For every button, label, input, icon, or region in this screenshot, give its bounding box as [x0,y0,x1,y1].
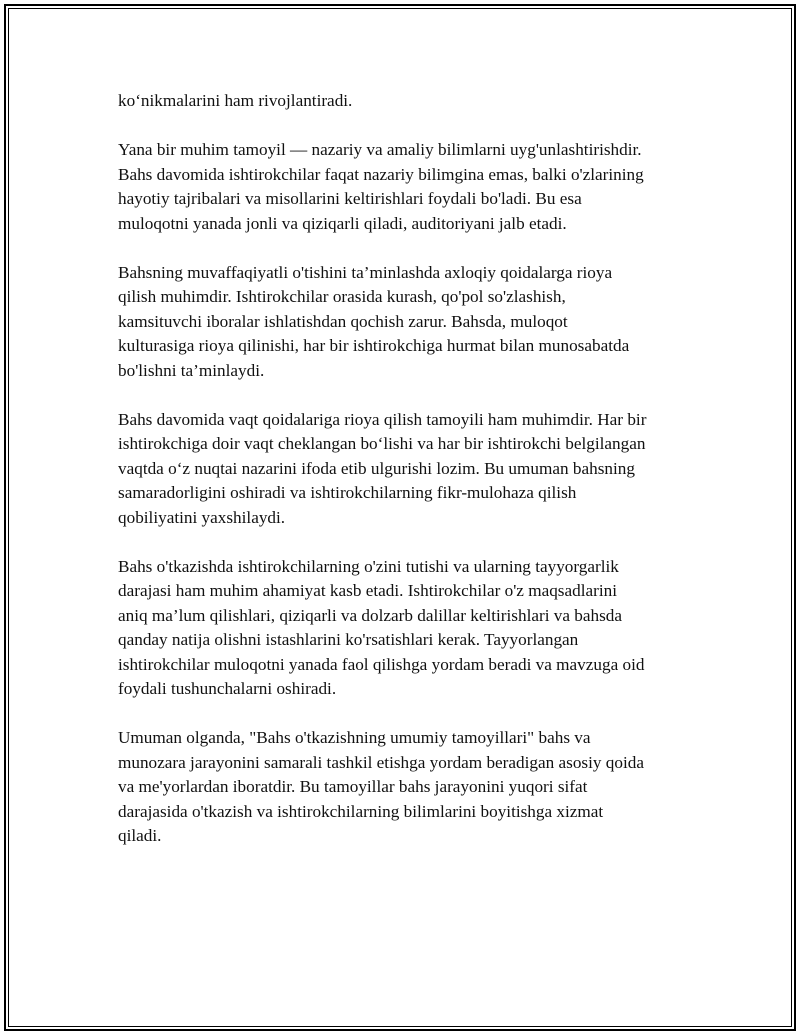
text-line: Bahsning muvaffaqiyatli o'tishini ta’minlashda axloqiy qoidalarga rioya [118,262,613,282]
text-line: Bahs davomida ishtirokchilar faqat nazariy bilimgina emas, balki o'zlarining [118,164,644,184]
text-line: ko‘nikmalarini ham rivojlantiradi. [118,91,353,110]
paragraph-ethics [118,261,688,384]
paragraph-theory-practice [118,138,688,236]
text-line: aniq ma’lum qilishlari, qiziqarli va dolzarb dalillar keltirishlari va bahsda [118,605,623,625]
text-line: hayotiy tajribalari va misollarini keltirishlari foydali bo'ladi. Bu esa [118,189,582,208]
text-line: qilish muhimdir. Ishtirokchilar orasida kurash, qo'pol so'zlashish, [118,287,566,306]
text-line: munozara jarayonini samarali tashkil etishga yordam beradigan asosiy qoida [118,752,644,772]
text-line: Yana bir muhim tamoyil — nazariy va amaliy bilimlarni uyg'unlashtirishdir. [118,140,642,159]
text-line: ishtirokchilar muloqotni yanada faol qilishga yordam beradi va mavzuga oid [118,654,645,674]
paragraph-preparation [118,555,688,702]
text-line: foydali tushunchalarni oshiradi. [118,679,337,698]
text-line: qanday natija olishni istashlarini ko'rsatishlari kerak. Tayyorlangan [118,630,579,649]
text-line: qiladi. [118,826,162,845]
text-line: Bahs o'tkazishda ishtirokchilarning o'zini tutishi va ularning tayyorgarlik [118,556,619,576]
text-line: Bahs davomida vaqt qoidalariga rioya qilish tamoyili ham muhimdir. Har bir [118,409,647,429]
text-line: muloqotni yanada jonli va qiziqarli qiladi, auditoriyani jalb etadi. [118,213,567,233]
text-line: samaradorligini oshiradi va ishtirokchilarning fikr-mulohaza qilish [118,483,577,502]
paragraph-continuation [118,89,688,114]
text-line: darajasida o'tkazish va ishtirokchilarning bilimlarini boyitishga xizmat [118,801,604,821]
text-line: bo'lishni ta’minlaydi. [118,360,265,380]
text-line: Umuman olganda, "Bahs o'tkazishning umumiy tamoyillari" bahs va [118,728,591,747]
paragraph-conclusion [118,726,688,849]
text-line: vaqtda o‘z nuqtai nazarini ifoda etib ulgurishi lozim. Bu umuman bahsning [118,458,635,478]
text-line: qobiliyatini yaxshilaydi. [118,507,286,527]
text-line: darajasi ham muhim ahamiyat kasb etadi. Ishtirokchilar o'z maqsadlarini [118,581,617,600]
document-body [118,89,688,873]
paragraph-time-rules [118,408,688,531]
text-line: kamsituvchi iboralar ishlatishdan qochish zarur. Bahsda, muloqot [118,311,568,331]
text-line: ishtirokchiga doir vaqt cheklangan bo‘lishi va har bir ishtirokchi belgilangan [118,434,646,453]
text-line: kulturasiga rioya qilinishi, har bir ishtirokchiga hurmat bilan munosabatda [118,336,630,355]
text-line: va me'yorlardan iboratdir. Bu tamoyillar bahs jarayonini yuqori sifat [118,777,588,796]
